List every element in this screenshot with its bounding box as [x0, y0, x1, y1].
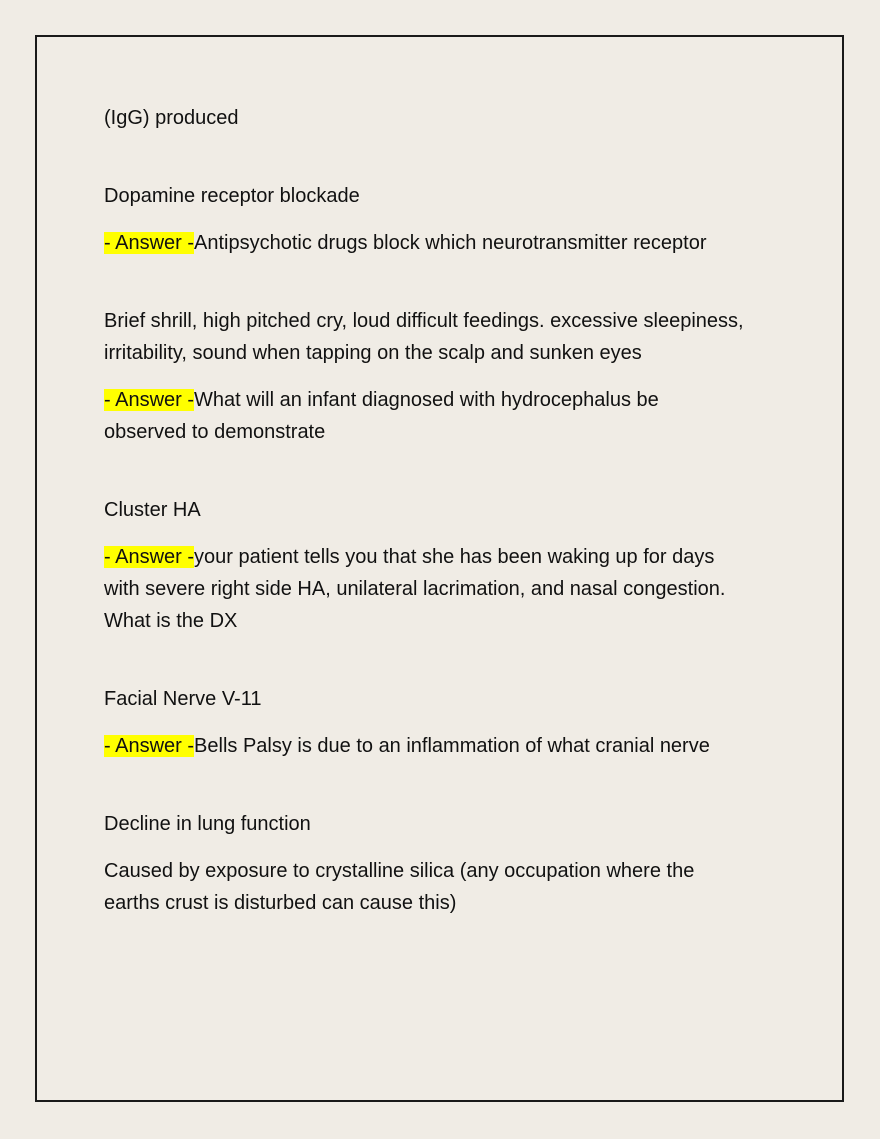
definition-text: Caused by exposure to crystalline silica (any occupation where the [104, 860, 695, 882]
spacer [104, 762, 794, 808]
card-definition [104, 227, 794, 259]
spacer [104, 259, 794, 305]
intro-text: (IgG) produced [104, 107, 239, 129]
card-term: Brief shrill, high pitched cry, loud difficult feedings. excessive sleepiness, [104, 310, 744, 332]
card-term: Facial Nerve V-11 [104, 688, 262, 710]
spacer [104, 134, 794, 180]
spacer [104, 212, 794, 227]
flashcard [104, 808, 794, 919]
definition-text: your patient tells you that she has been waking up for days [194, 546, 715, 568]
card-term: Cluster HA [104, 499, 201, 521]
card-term: Decline in lung function [104, 813, 311, 835]
definition-text: earths crust is disturbed can cause this) [104, 892, 457, 914]
answer-label: - Answer - [104, 232, 195, 254]
card-definition [104, 541, 794, 573]
spacer [104, 715, 794, 730]
definition-text: What is the DX [104, 610, 238, 632]
card-definition [104, 384, 794, 416]
answer-label: - Answer - [104, 735, 195, 757]
flashcard [104, 180, 794, 259]
spacer [104, 526, 794, 541]
card-term: Dopamine receptor blockade [104, 185, 360, 207]
definition-text: Bells Palsy is due to an inflammation of what cranial nerve [194, 735, 710, 757]
spacer [104, 448, 794, 494]
card-definition [104, 730, 794, 762]
spacer [104, 637, 794, 683]
definition-text: observed to demonstrate [104, 421, 326, 443]
answer-label: - Answer - [104, 389, 195, 411]
card-term: irritability, sound when tapping on the scalp and sunken eyes [104, 342, 642, 364]
flashcard [104, 305, 794, 448]
flashcard [104, 683, 794, 762]
spacer [104, 840, 794, 855]
spacer [104, 369, 794, 384]
document-body [104, 102, 794, 919]
flashcard [104, 494, 794, 637]
definition-text: Antipsychotic drugs block which neurotransmitter receptor [194, 232, 707, 254]
answer-label: - Answer - [104, 546, 195, 568]
definition-text: with severe right side HA, unilateral lacrimation, and nasal congestion. [104, 578, 726, 600]
definition-text: What will an infant diagnosed with hydrocephalus be [194, 389, 659, 411]
